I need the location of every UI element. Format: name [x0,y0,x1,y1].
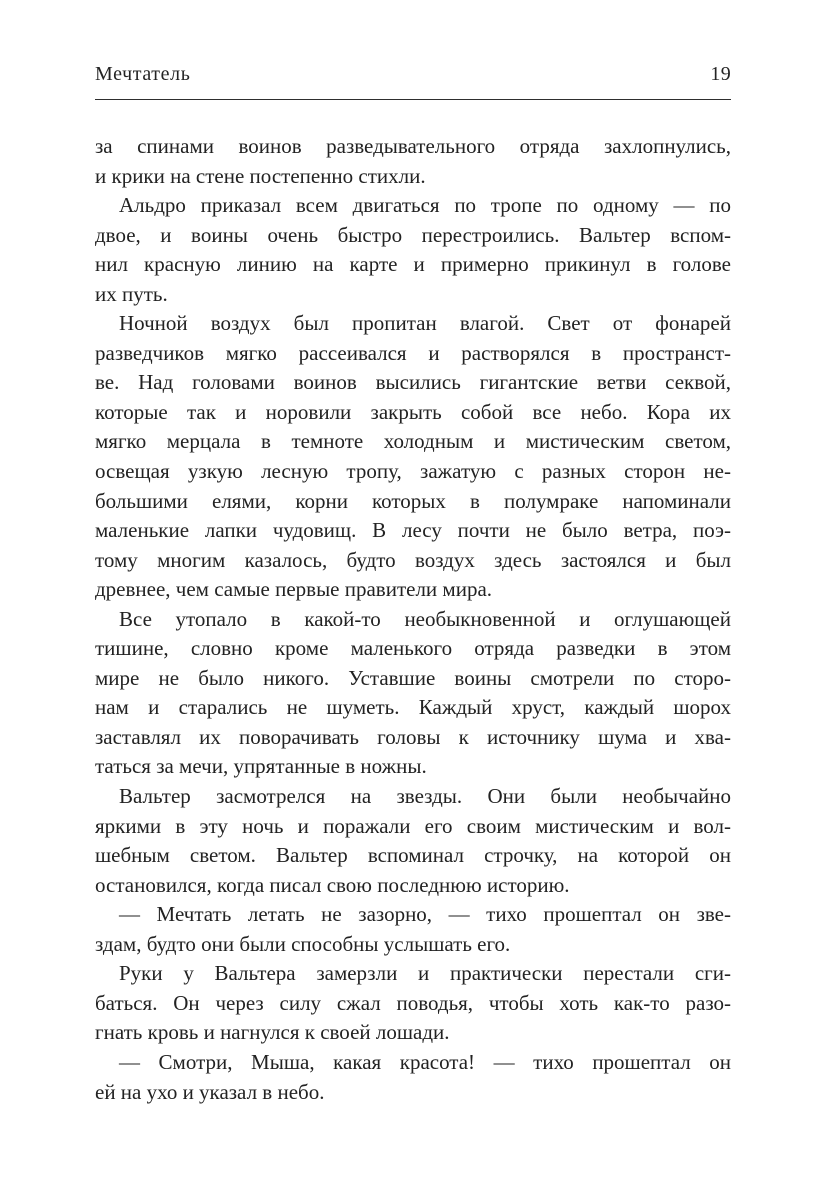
text-line: древнее, чем самые первые правители мира. [95,577,493,602]
text-line: нил красную линию на карте и примерно прикинул в голове [95,252,731,277]
paragraph [95,132,731,191]
paragraph [95,191,731,309]
text-line: — Мечтать летать не зазорно, — тихо прошептал он зве- [119,902,731,927]
text-line: тому многим казалось, будто воздух здесь застоялся и был [95,547,731,572]
text-line: Альдро приказал всем двигаться по тропе по одному — по [119,193,731,218]
text-line: большими елями, корни которых в полумраке напоминали [95,488,731,513]
running-header [95,62,731,86]
paragraph [95,1048,731,1107]
paragraph [95,959,731,1048]
text-line: освещая узкую лесную тропу, зажатую с разных сторон не- [95,459,731,484]
text-line: двое, и воины очень быстро перестроились. Вальтер вспом- [95,222,731,247]
text-line: и крики на стене постепенно стихли. [95,163,426,188]
text-line: здам, будто они были способны услышать его. [95,931,511,956]
running-title: Мечтатель [95,63,191,85]
text-line: которые так и норовили закрыть собой все небо. Кора их [95,399,731,424]
paragraph [95,782,731,900]
text-line: заставлял их поворачивать головы к источнику шума и хва- [95,724,731,749]
text-line: баться. Он через силу сжал поводья, чтобы хоть как-то разо- [95,990,731,1015]
text-line: яркими в эту ночь и поражали его своим мистическим и вол- [95,813,731,838]
text-line: мягко мерцала в темноте холодным и мистическим светом, [95,429,731,454]
text-line: маленькие лапки чудовищ. В лесу почти не было ветра, поэ- [95,518,731,543]
text-line: остановился, когда писал свою последнюю историю. [95,872,570,897]
text-line: за спинами воинов разведывательного отряда захлопнулись, [95,134,731,158]
text-line: ей на ухо и указал в небо. [95,1079,325,1104]
text-line: Вальтер засмотрелся на звезды. Они были необычайно [119,784,731,809]
text-line: Все утопало в какой-то необыкновенной и оглушающей [119,606,731,631]
text-line: ве. Над головами воинов высились гигантские ветви секвой, [95,370,731,395]
text-line: — Смотри, Мыша, какая красота! — тихо прошептал он [119,1049,731,1074]
paragraph [95,605,731,782]
text-line: нам и старались не шуметь. Каждый хруст, каждый шорох [95,695,731,720]
text-line: гнать кровь и нагнулся к своей лошади. [95,1020,450,1045]
text-line: Ночной воздух был пропитан влагой. Свет от фонарей [119,311,731,336]
text-line: таться за мечи, упрятанные в ножны. [95,754,427,779]
page-number: 19 [710,63,731,85]
header-rule [95,99,731,100]
text-line: тишине, словно кроме маленького отряда разведки в этом [95,636,731,661]
text-line: их путь. [95,281,168,306]
paragraph [95,900,731,959]
text-line: мире не было никого. Уставшие воины смотрели по сторо- [95,665,731,690]
body-text [95,132,731,1107]
text-line: Руки у Вальтера замерзли и практически перестали сги- [119,961,731,986]
page-content [95,62,731,1107]
text-line: шебным светом. Вальтер вспоминал строчку, на которой он [95,843,731,868]
paragraph [95,309,731,604]
text-line: разведчиков мягко рассеивался и растворялся в пространст- [95,340,731,365]
